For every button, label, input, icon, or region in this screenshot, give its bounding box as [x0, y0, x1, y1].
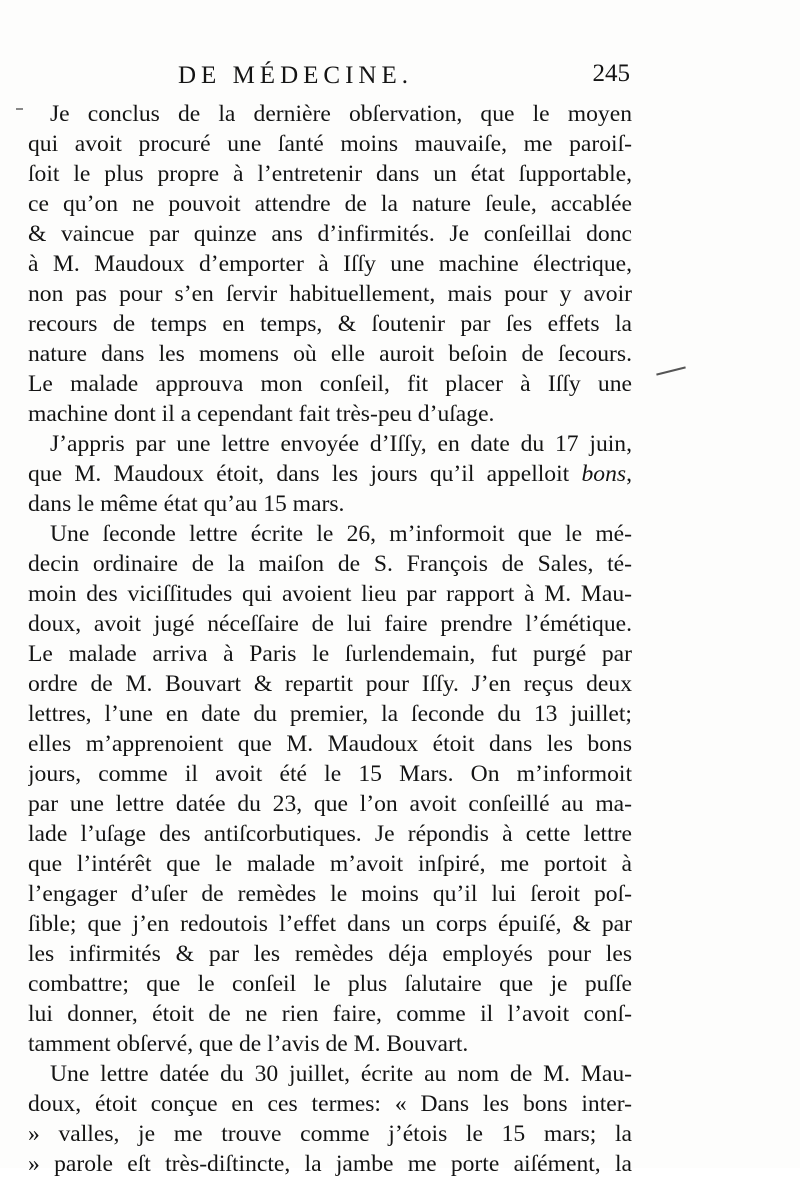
- line-text: decin ordinaire de la maiſon de S. François de Sales, té-: [28, 551, 632, 577]
- text-line: [28, 429, 632, 459]
- text-line: [28, 669, 632, 699]
- line-text: machine dont il a cependant fait très-peu d’uſage.: [28, 401, 495, 427]
- line-text: elles m’apprenoient que M. Maudoux étoit dans les bons: [28, 731, 632, 757]
- text-line: [28, 459, 632, 489]
- line-text: Le malade approuva mon conſeil, fit placer à Iſſy une: [28, 371, 632, 397]
- text-line: [28, 519, 632, 549]
- line-text: à M. Maudoux d’emporter à Iſſy une machine électrique,: [28, 251, 632, 277]
- text-line: [28, 1089, 632, 1119]
- line-text: tamment obſervé, que de l’avis de M. Bouvart.: [28, 1031, 469, 1057]
- line-text: non pas pour s’en ſervir habituellement, mais pour y avoir: [28, 281, 632, 307]
- text-line: [28, 909, 632, 939]
- line-text: dans le même état qu’au 15 mars.: [28, 491, 345, 517]
- line-text: lade l’uſage des antiſcorbutiques. Je répondis à cette lettre: [28, 821, 632, 847]
- text-line: [28, 999, 632, 1029]
- line-text: l’engager d’uſer de remèdes le moins qu’il lui ſeroit poſ-: [28, 881, 632, 907]
- text-line: [28, 249, 632, 279]
- line-text: » parole eſt très-diſtincte, la jambe me porte aiſément, la: [28, 1151, 632, 1177]
- text-line: [28, 489, 632, 519]
- line-text: par une lettre datée du 23, que l’on avoit conſeillé au ma-: [28, 791, 632, 817]
- text-line: [28, 609, 632, 639]
- line-text: J’appris par une lettre envoyée d’Iſſy, en date du 17 juin,: [50, 431, 632, 457]
- text-line: [28, 159, 632, 189]
- text-line: [28, 639, 632, 669]
- text-line: [28, 579, 632, 609]
- text-line: [28, 1059, 632, 1089]
- margin-pencil-mark: [656, 366, 686, 375]
- text-line: [28, 819, 632, 849]
- running-head: DE MÉDECINE.: [178, 62, 413, 89]
- text-line: [28, 189, 632, 219]
- text-line: [28, 549, 632, 579]
- text-line: [28, 219, 632, 249]
- line-text: que M. Maudoux étoit, dans les jours qu’il appelloit: [28, 461, 570, 487]
- line-text: jours, comme il avoit été le 15 Mars. On m’informoit: [28, 761, 632, 787]
- text-line: [28, 279, 632, 309]
- text-line: [28, 339, 632, 369]
- line-text: » valles, je me trouve comme j’étois le 15 mars; la: [28, 1121, 632, 1147]
- line-text: ſible; que j’en redoutois l’effet dans un corps épuiſé, & par: [28, 911, 632, 937]
- text-line: [28, 939, 632, 969]
- line-text: moin des viciſſitudes qui avoient lieu par rapport à M. Mau-: [28, 581, 632, 607]
- line-text: Une ſeconde lettre écrite le 26, m’informoit que le mé-: [50, 521, 632, 547]
- line-text: ſoit le plus propre à l’entretenir dans un état ſupportable,: [28, 161, 632, 187]
- text-line: [28, 699, 632, 729]
- text-line: [28, 1029, 632, 1059]
- line-text: que l’intérêt que le malade m’avoit inſpiré, me portoit à: [28, 851, 632, 877]
- text-line: [28, 399, 632, 429]
- italic-word: bons: [581, 461, 627, 487]
- text-line: [28, 1119, 632, 1149]
- text-line: [28, 1149, 632, 1179]
- line-text: & vaincue par quinze ans d’infirmités. Je conſeillai donc: [28, 221, 632, 247]
- text-line: [28, 759, 632, 789]
- text-line: [28, 99, 632, 129]
- text-line: [28, 849, 632, 879]
- text-line: [28, 789, 632, 819]
- line-text: doux, avoit jugé néceſſaire de lui faire prendre l’émétique.: [28, 611, 632, 637]
- line-punctuation: ,: [626, 461, 632, 487]
- line-text: qui avoit procuré une ſanté moins mauvaiſe, me paroiſ-: [28, 131, 632, 157]
- text-line: [28, 129, 632, 159]
- line-text: lui donner, étoit de ne rien faire, comme il l’avoit conſ-: [28, 1001, 632, 1027]
- text-line: [28, 879, 632, 909]
- line-text: Une lettre datée du 30 juillet, écrite au nom de M. Mau-: [50, 1061, 632, 1087]
- line-text: nature dans les momens où elle auroit beſoin de ſecours.: [28, 341, 632, 367]
- line-text: les infirmités & par les remèdes déja employés pour les: [28, 941, 632, 967]
- margin-pencil-mark: [16, 108, 23, 110]
- line-text: Le malade arriva à Paris le ſurlendemain, fut purgé par: [28, 641, 632, 667]
- line-text: lettres, l’une en date du premier, la ſeconde du 13 juillet;: [28, 701, 632, 727]
- body-text: [28, 99, 632, 1179]
- text-line: [28, 729, 632, 759]
- text-line: [28, 309, 632, 339]
- text-line: [28, 969, 632, 999]
- line-text: combattre; que le conſeil le plus ſalutaire que je puſſe: [28, 971, 632, 997]
- line-text: Je conclus de la dernière obſervation, que le moyen: [50, 101, 632, 127]
- line-text: recours de temps en temps, & ſoutenir par ſes effets la: [28, 311, 632, 337]
- text-line: [28, 369, 632, 399]
- page-number: 245: [592, 60, 630, 87]
- line-text: ordre de M. Bouvart & repartit pour Iſſy. J’en reçus deux: [28, 671, 632, 697]
- line-text: ce qu’on ne pouvoit attendre de la nature ſeule, accablée: [28, 191, 632, 217]
- line-text: doux, étoit conçue en ces termes: « Dans les bons inter-: [28, 1091, 632, 1117]
- page-header: [28, 60, 632, 100]
